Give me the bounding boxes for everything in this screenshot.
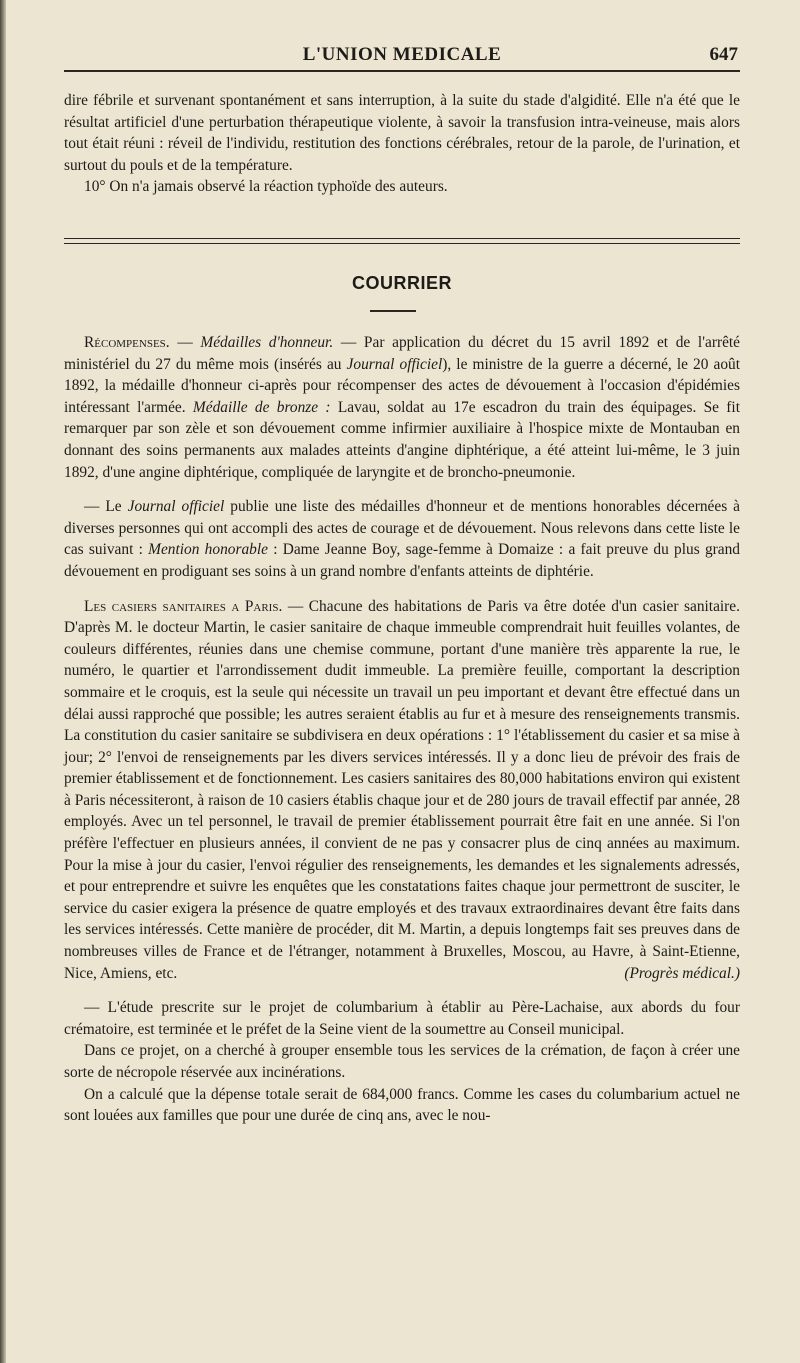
article-text: Lavau, soldat au 17e escadron du train des équipages. Se fit remarquer par son zèle et son dévouement comme infirmier auxiliaire à l'hospice mixte de Montauban en donnant des soins permanents aux malades atteints d'angine diphtérique, a été atteint lui-même, le 3 juin 1892, d'une angine diphtérique, compliquée de laryngite et de broncho-pneumonie. <box>64 398 740 481</box>
article-subtitle: Médailles d'honneur. <box>200 334 334 351</box>
article-lead: Récompenses. <box>84 334 170 351</box>
intro-paragraph: dire fébrile et survenant spontanément et sans interruption, à la suite du stade d'algidité. Elle n'a été que le résultat artificiel d'une perturbation thérapeutique violente, à savoir la transfusion intra-veineuse, mais alors tout était réuni : réveil de l'individu, restitution des fonctions cérébrales, retour de la parole, de l'urination, et surtout du pouls et de la température. <box>64 92 740 174</box>
page-number: 647 <box>709 44 738 65</box>
section-title: COURRIER <box>351 273 452 293</box>
columbarium-paragraph: Dans ce projet, on a cherché à grouper ensemble tous les services de la crémation, de façon à créer une sorte de nécropole réservée aux incinérations. <box>64 1042 740 1081</box>
medal-label: Médaille de bronze : <box>192 398 331 416</box>
article-text: — Chacune des habitations de Paris va être dotée d'un casier sanitaire. D'après M. le docteur Martin, le casier sanitaire de chaque immeuble comprendrait huit feuilles volantes, de couleurs différentes, réunies dans une chemise commune, portant d'une manière très apparente la rue, le numéro, le quartier et l'arrondissement dudit immeuble. La première feuille, comportant la description sommaire et le croquis, est la seule qui nécessite un travail un peu important et devant être effectué dans un délai aussi rapproché que possible; les autres seraient établis au fur et à mesure des renseignements transmis. La constitution du casier sanitaire se subdivisera en deux opérations : 1° l'établissement du casier et sa mise à jour; 2° l'envoi de renseignements par les divers services intéressés. Il y a donc lieu de prévoir des frais de premier établissement et de fonctionnement. Les casiers sanitaires des 80,000 habitations environ qui existent à Paris nécessiteront, à raison de 10 casiers établis chaque jour et de 280 jours de travail effectif par année, 28 employés. Avec un tel personnel, le travail de premier établissement pourrait être fait en une année. Si l'on préfère l'effectuer en plusieurs années, il convient de ne pas y consacrer plus de cinq années au maximum. Pour la mise à jour du casier, l'envoi régulier des renseignements, les demandes et les signalements adressés, et pour entreprendre et suivre les enquêtes que les constatations faites chaque jour permettront de susciter, le service du casier exigera la présence de quatre employés et des travaux extraordinaires devant être faits dans les services intéressés. Cette manière de procéder, dit M. Martin, a depuis longtemps fait ses preuves dans de nombreuses villes de France et de l'étranger, notamment à Bruxelles, Moscou, au Havre, à Saint-Etienne, Nice, Amiens, etc. <box>64 597 740 982</box>
article-text: — Le <box>84 498 128 516</box>
mention-label: Mention honorable <box>148 541 268 559</box>
article-columbarium: — L'étude prescrite sur le projet de columbarium à établir au Père-Lachaise, aux abords du four crématoire, est terminée et le préfet de la Seine vient de la soumettre au Conseil municipal. <box>64 999 740 1038</box>
courrier-articles <box>64 332 740 1127</box>
journal-name: Journal officiel <box>346 355 443 373</box>
article-recompenses <box>64 332 740 483</box>
intro-block <box>64 90 740 198</box>
columbarium-paragraph: On a calculé que la dépense totale serait de 684,000 francs. Comme les cases du columbarium actuel ne sont louées aux familles que pour une durée de cinq ans, avec le nou- <box>64 1085 740 1125</box>
short-rule-divider <box>370 310 416 312</box>
book-spine-shadow <box>0 0 6 1363</box>
article-text: ), le ministre de la guerre a décerné, le 20 août 1892, la médaille d'honneur ci-après pour récompenser des actes de dévouement à l'occasion d'épidémies intéressant l'armée. <box>64 355 741 416</box>
running-header <box>64 44 740 72</box>
article-text: : Dame Jeanne Boy, sage-femme à Domaize : a fait preuve du plus grand dévouement en prodiguant ses soins à un grand nombre d'enfants atteints de diphtérie. <box>64 541 740 580</box>
article-dash: — <box>169 334 201 351</box>
journal-title: L'UNION MEDICALE <box>302 44 502 65</box>
journal-name: Journal officiel <box>127 498 225 516</box>
article-text: publie une liste des médailles d'honneur et de mentions honorables décernées à diverses personnes qui ont accompli des actes de courage et de dévouement. Nous relevons dans cette liste le cas suivant : <box>64 498 741 559</box>
source-citation: (Progrès médical.) <box>624 964 740 982</box>
article-lead: Les casiers sanitaires a Paris. <box>84 597 283 615</box>
double-rule-divider <box>64 238 740 244</box>
article-text: — Par application du décret du 15 avril 1892 et de l'arrêté ministériel du 27 du même mois (insérés au <box>64 334 741 373</box>
intro-conclusion: 10° On n'a jamais observé la réaction typhoïde des auteurs. <box>84 178 448 196</box>
article-journal-officiel <box>64 496 740 582</box>
article-casiers <box>64 596 740 985</box>
